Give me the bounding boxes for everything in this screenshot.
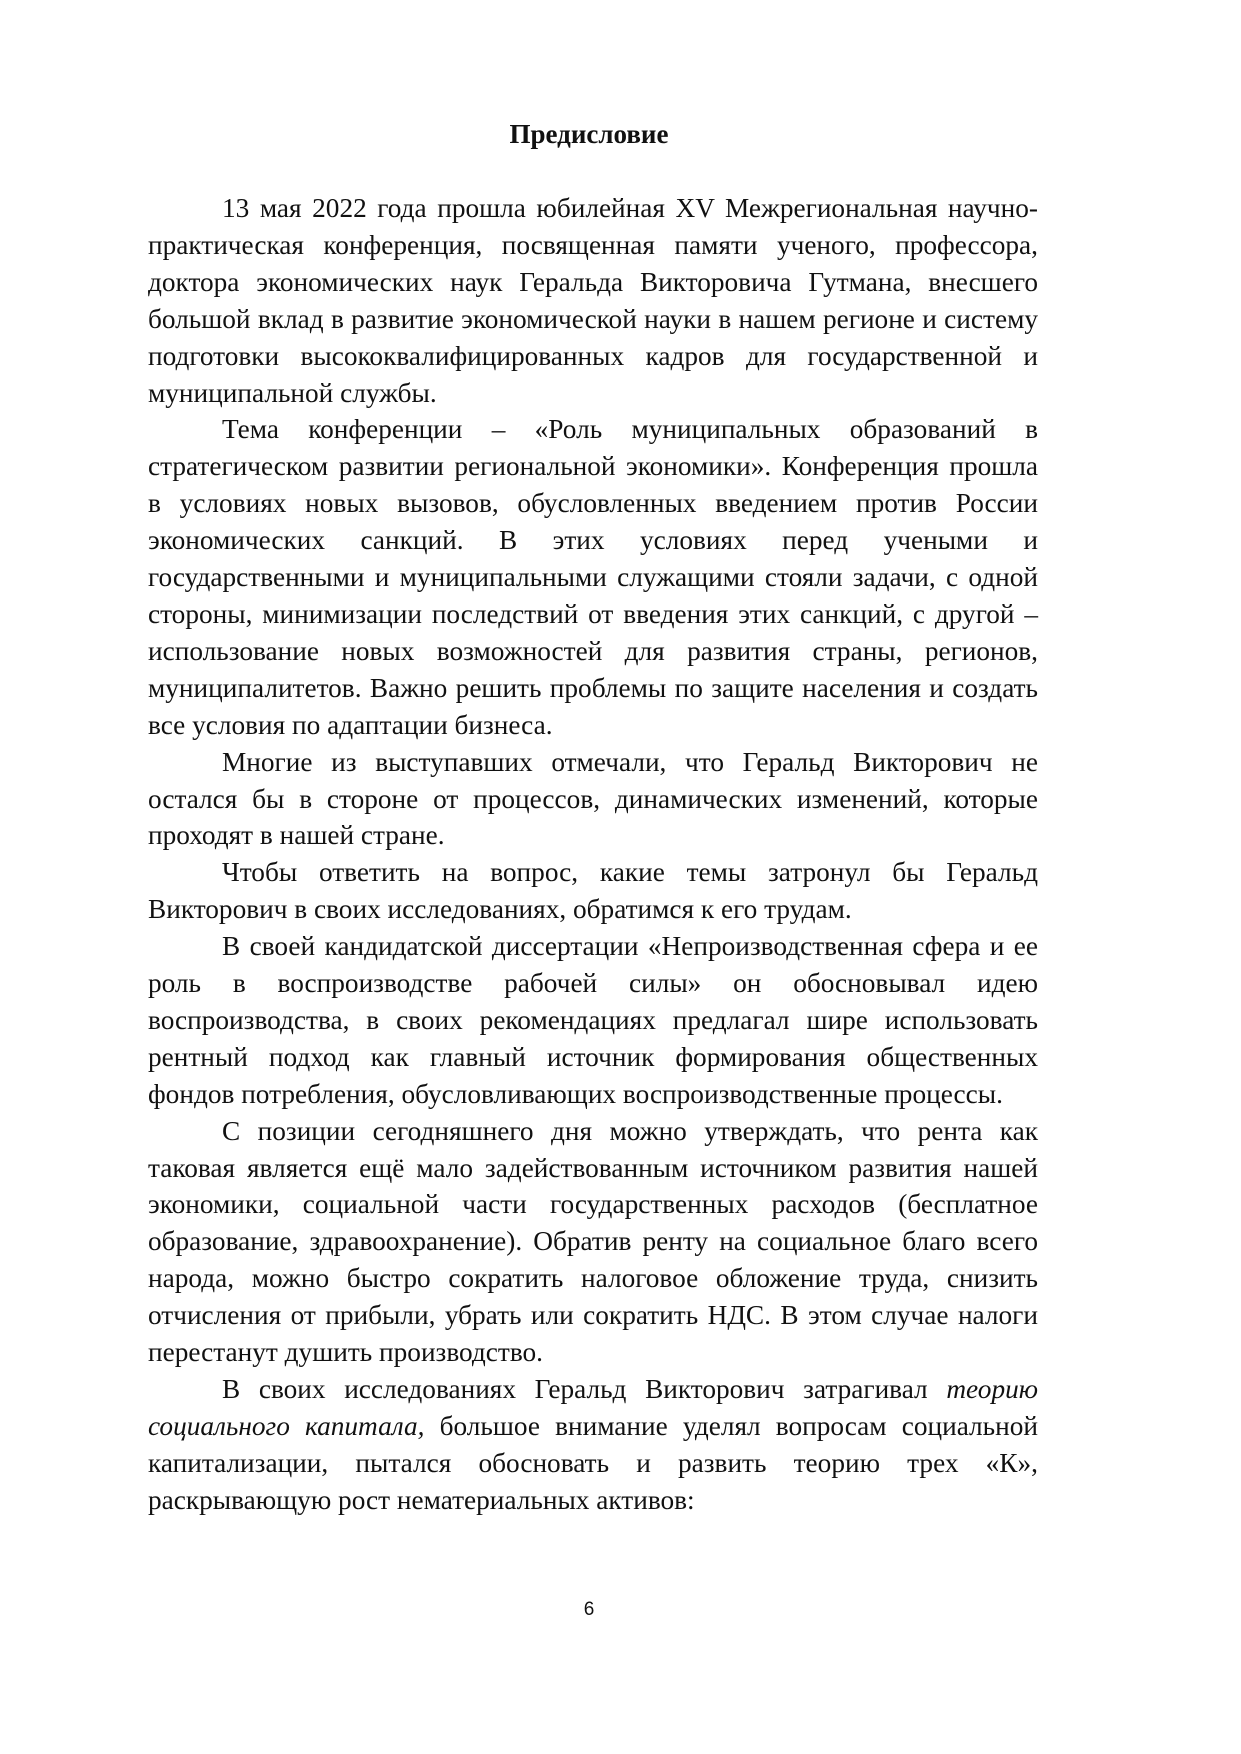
paragraph-social-capital-end: большое внимание уделял вопросам социальной капитализации, пытался обосновать и развить теорию трех «К», раскрывающую рост нематериальных активов: [148,1410,1038,1515]
paragraph-social-capital [148,1371,1038,1519]
paragraph-rent: С позиции сегодняшнего дня можно утверждать, что рента как таковая является ещё мало задействованным источником развития нашей экономики, социальной части государственных расходов (бесплатное образование, здравоохранение). Обратив ренту на социальное благо всего народа, можно быстро сократить налоговое обложение труда, снизить отчисления от прибыли, убрать или сократить НДС. В этом случае налоги перестанут душить производство. [148,1115,1038,1368]
document-body [148,190,1038,1519]
page-title: Предисловие [509,119,669,149]
paragraph-speakers: Многие из выступавших отмечали, что Геральд Викторович не остался бы в стороне от процессов, динамических изменений, которые проходят в нашей стране. [148,746,1038,851]
page-number: 6 [583,1599,595,1620]
paragraph-dissertation: В своей кандидатской диссертации «Непроизводственная сфера и ее роль в воспроизводстве рабочей силы» он обосновывал идею воспроизводства, в своих рекомендациях предлагал шире использовать рентный подход как главный источник формирования общественных фондов потребления, обусловливающих воспроизводственные процессы. [148,931,1038,1109]
paragraph-question: Чтобы ответить на вопрос, какие темы затронул бы Геральд Викторович в своих исследованиях, обратимся к его трудам. [148,857,1038,925]
emphasis-social-capital: теорию социального капитала, [148,1374,1038,1441]
paragraph-conference-intro: 13 мая 2022 года прошла юбилейная XV Межрегиональная научно-практическая конференция, посвященная памяти ученого, профессора, доктора экономических наук Геральда Викторовича Гутмана, внесшего большой вклад в развитие экономической науки в нашем регионе и систему подготовки высококвалифицированных кадров для государственной и муниципальной службы. [148,193,1038,408]
paragraph-conference-theme: Тема конференции – «Роль муниципальных образований в стратегическом развитии региональной экономики». Конференция прошла в условиях новых вызовов, обусловленных введением против России экономических санкций. В этих условиях перед учеными и государственными и муниципальными служащими стояли задачи, с одной стороны, минимизации последствий от введения этих санкций, с другой – использование новых возможностей для развития страны, регионов, муниципалитетов. Важно решить проблемы по защите населения и создать все условия по адаптации бизнеса. [148,414,1038,740]
paragraph-social-capital-start: В своих исследованиях Геральд Викторович затрагивал [222,1374,947,1404]
